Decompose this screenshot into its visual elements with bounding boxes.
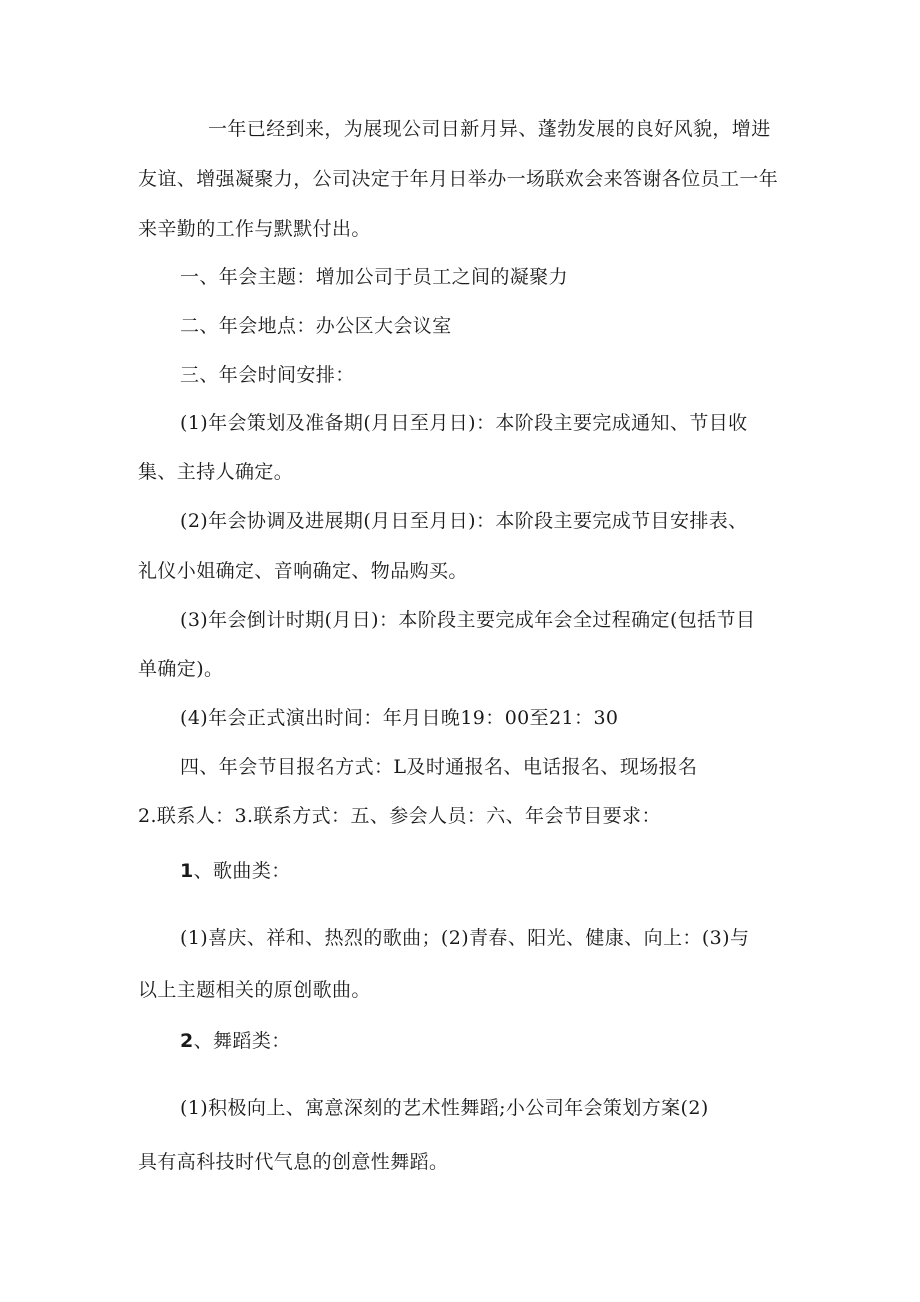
intro-line-1: 一年已经到来，为展现公司日新月异、蓬勃发展的良好风貌，增进 xyxy=(208,118,771,140)
intro-line-2: 友谊、增强凝聚力，公司决定于年月日举办一场联欢会来答谢各位员工一年 xyxy=(138,168,779,190)
schedule-item-4: (4)年会正式演出时间：年月日晚19：00至21：30 xyxy=(180,707,619,729)
schedule-item-3-line-1: (3)年会倒计时期(月日)：本阶段主要完成年会全过程确定(包括节目 xyxy=(180,609,756,631)
dance-number: 2 xyxy=(180,1030,194,1052)
songs-heading xyxy=(180,859,840,883)
dance-line-1: (1)积极向上、寓意深刻的艺术性舞蹈;小公司年会策划方案(2) xyxy=(180,1097,709,1119)
dance-line-2: 具有高科技时代气息的创意性舞蹈。 xyxy=(138,1151,449,1173)
schedule-item-3-line-2: 单确定)。 xyxy=(138,658,224,680)
songs-label: 、歌曲类： xyxy=(193,860,291,882)
schedule-item-2-line-2: 礼仪小姐确定、音响确定、物品购买。 xyxy=(138,560,468,582)
dance-label: 、舞蹈类： xyxy=(193,1030,291,1052)
contact-line: 2.联系人：3.联系方式：五、参会人员：六、年会节目要求： xyxy=(138,805,661,827)
section-schedule-heading: 三、年会时间安排： xyxy=(180,364,355,386)
songs-line-2: 以上主题相关的原创歌曲。 xyxy=(138,979,371,1001)
section-location: 二、年会地点：办公区大会议室 xyxy=(180,315,452,337)
songs-line-1: (1)喜庆、祥和、热烈的歌曲；(2)青春、阳光、健康、向上：(3)与 xyxy=(180,927,750,949)
schedule-item-1-line-2: 集、主持人确定。 xyxy=(138,461,294,483)
intro-line-3: 来辛勤的工作与默默付出。 xyxy=(138,218,371,240)
schedule-item-1-line-1: (1)年会策划及准备期(月日至月日)：本阶段主要完成通知、节目收 xyxy=(180,412,748,434)
schedule-item-2-line-1: (2)年会协调及进展期(月日至月日)：本阶段主要完成节目安排表、 xyxy=(180,510,748,532)
songs-number: 1 xyxy=(180,860,194,882)
section-registration: 四、年会节目报名方式：L及时通报名、电话报名、现场报名 xyxy=(180,756,698,778)
section-theme: 一、年会主题：增加公司于员工之间的凝聚力 xyxy=(180,266,569,288)
dance-heading xyxy=(180,1029,840,1053)
